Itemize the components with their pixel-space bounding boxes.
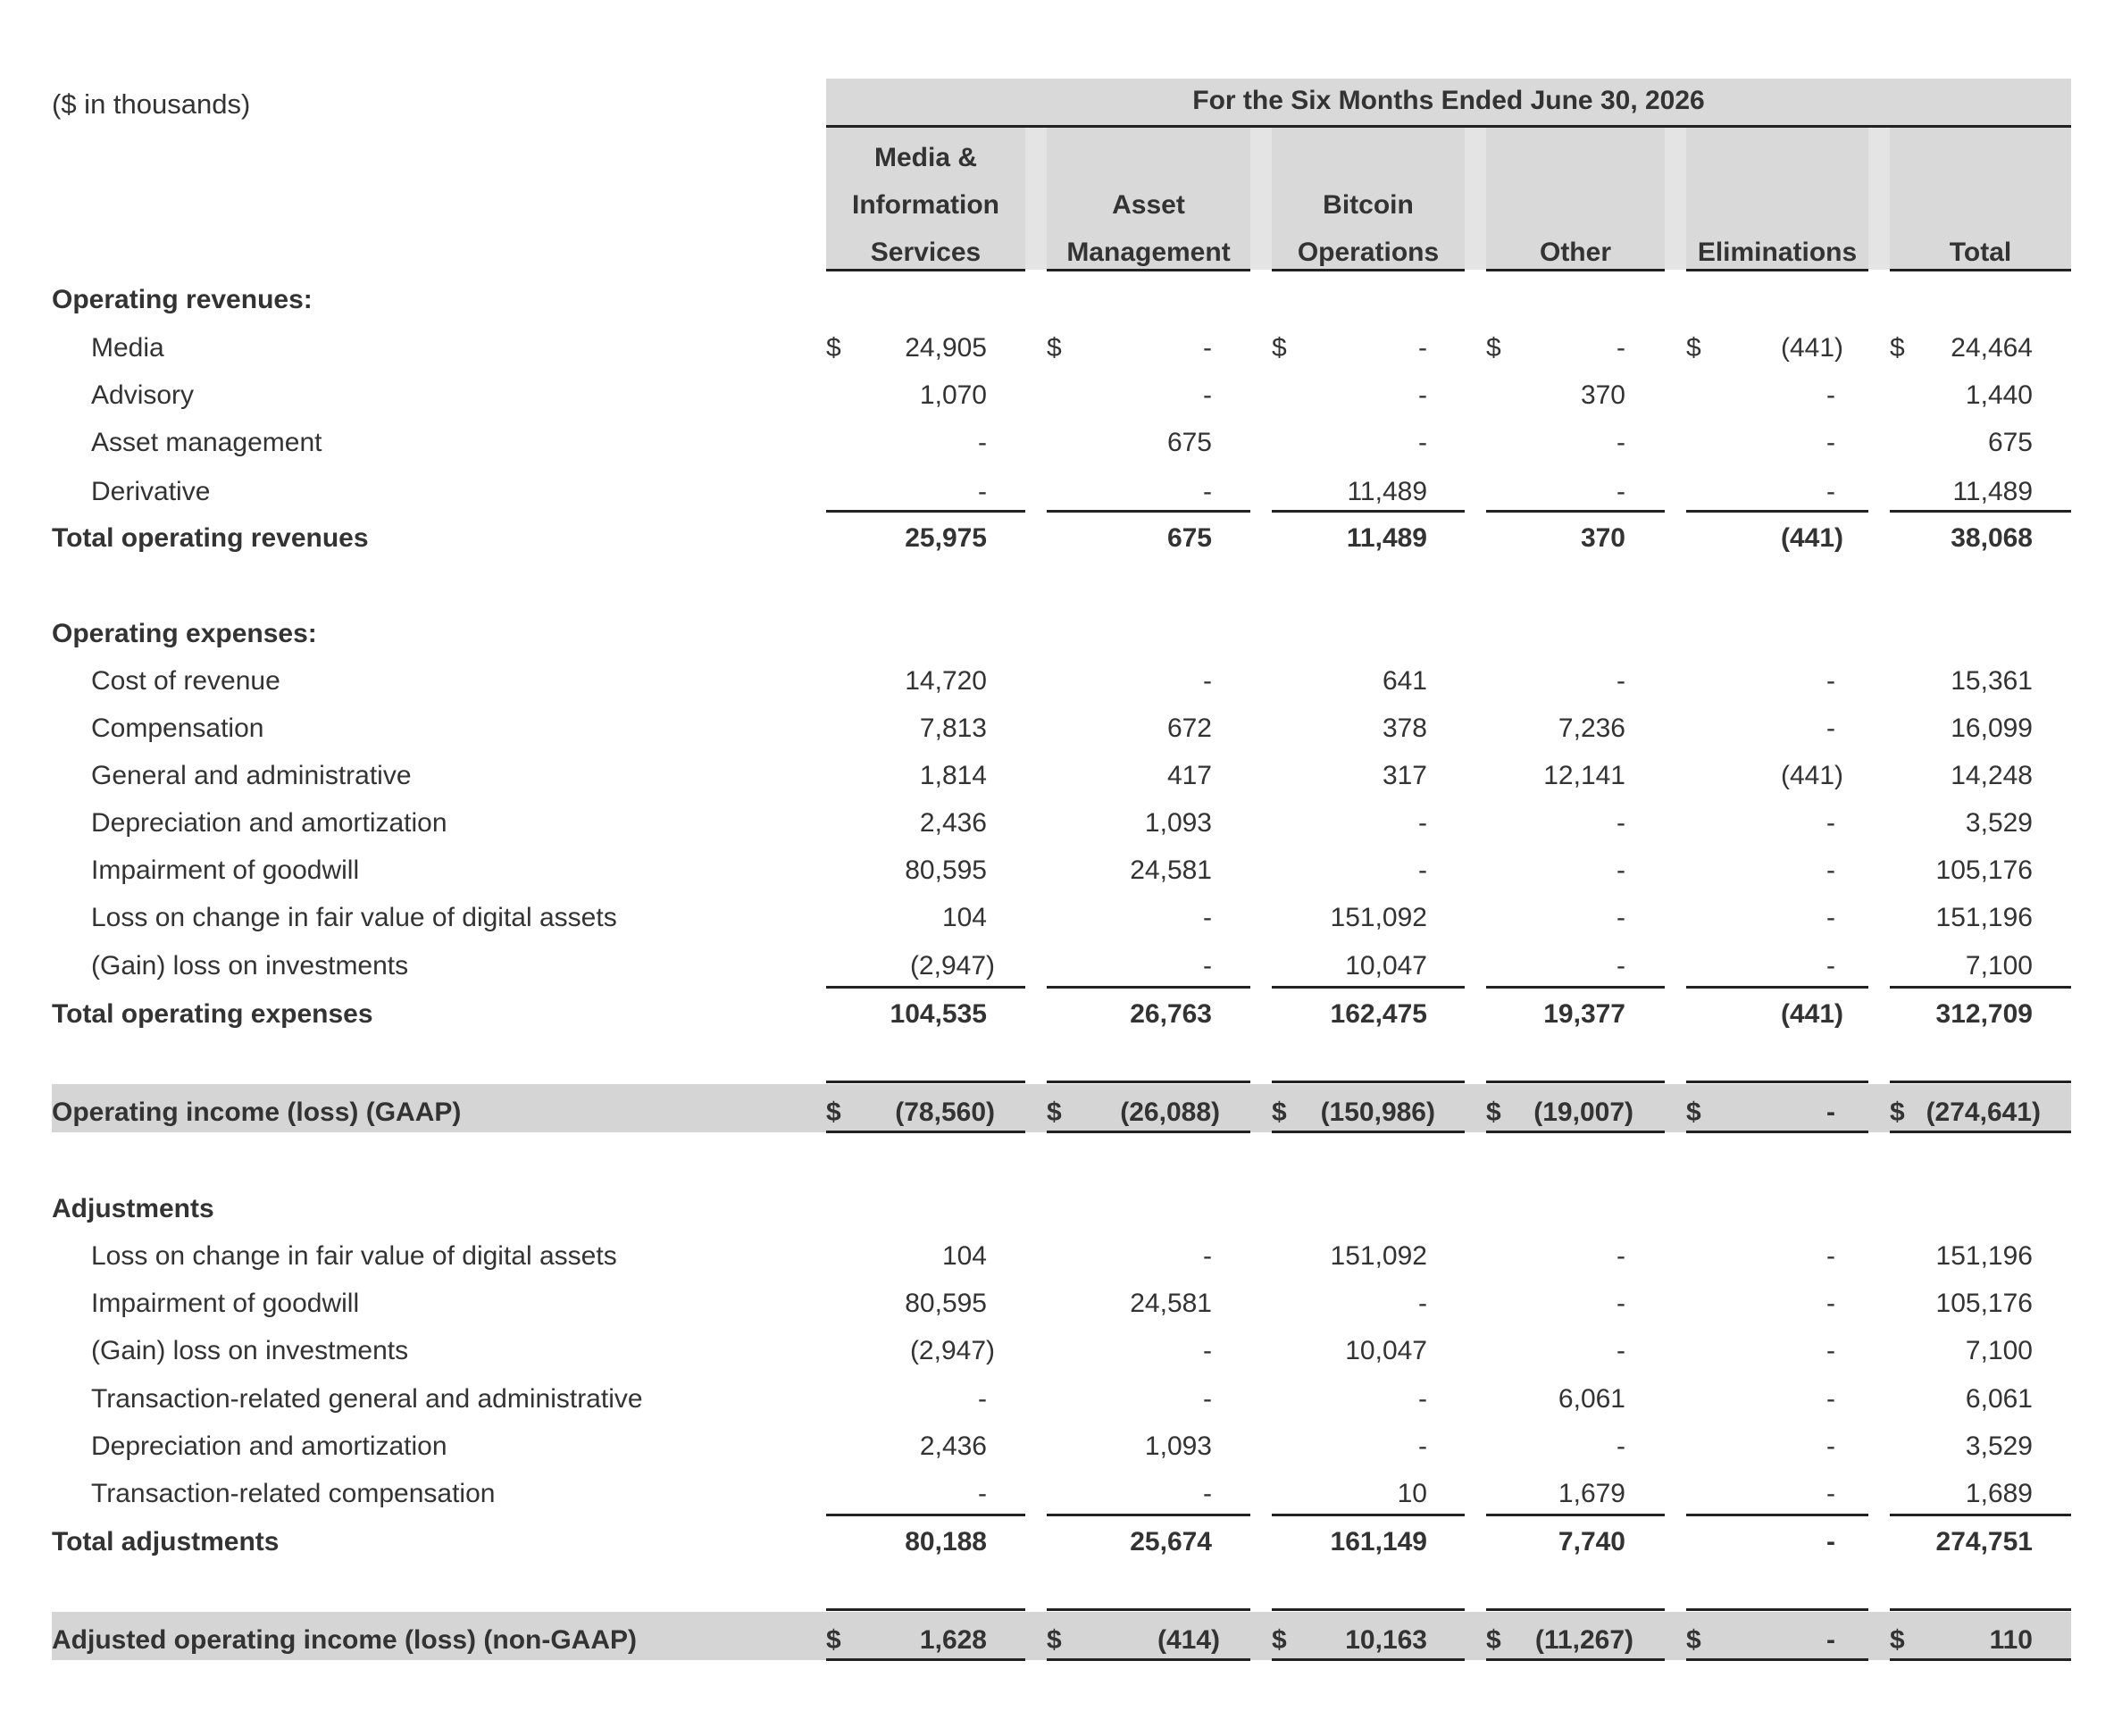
row-label: Adjusted operating income (loss) (non-GAAP) [52, 1625, 638, 1655]
currency-symbol: $ [1486, 1098, 1501, 1127]
value-cell: 26,763 [1130, 999, 1212, 1029]
currency-symbol: $ [1686, 333, 1701, 363]
value-cell: 10,047 [1345, 1336, 1427, 1365]
highlight-top-rule [1686, 1608, 1868, 1611]
column-header-rule [826, 269, 1025, 271]
subtotal-rule [1890, 510, 2071, 513]
value-cell: (274,641) [1926, 1098, 2041, 1127]
row-label: Total operating revenues [52, 523, 369, 553]
row-label: Transaction-related general and administrative [91, 1384, 643, 1414]
value-cell: 1,689 [1965, 1479, 2033, 1508]
value-cell: - [1617, 333, 1625, 363]
value-cell: 1,070 [919, 380, 987, 410]
value-cell: - [1203, 903, 1212, 932]
row-label: Derivative [91, 477, 211, 506]
highlight-top-rule [1486, 1081, 1665, 1083]
value-cell: - [1418, 855, 1427, 885]
value-cell: - [1203, 333, 1212, 363]
column-header-line [1486, 134, 1665, 181]
value-cell: 24,581 [1130, 1289, 1212, 1318]
header-column-gap [1665, 128, 1686, 270]
value-cell: 11,489 [1346, 523, 1427, 553]
value-cell: 1,093 [1144, 1431, 1212, 1461]
value-cell: 14,248 [1951, 761, 2033, 790]
value-cell: 19,377 [1543, 999, 1625, 1029]
value-cell: 10,163 [1345, 1625, 1427, 1655]
table-row [0, 705, 2122, 752]
value-cell: - [1826, 428, 1835, 457]
value-cell: - [1617, 951, 1625, 981]
value-cell: 80,188 [905, 1527, 987, 1557]
highlight-top-rule [1047, 1081, 1250, 1083]
table-row [0, 371, 2122, 419]
subtotal-rule [1272, 1514, 1465, 1516]
table-row [0, 468, 2122, 515]
value-cell: 80,595 [905, 1289, 987, 1318]
row-label: Loss on change in fair value of digital assets [91, 903, 617, 932]
value-cell: 7,100 [1965, 1336, 2033, 1365]
value-cell: - [1617, 1289, 1625, 1318]
value-cell: - [1617, 1336, 1625, 1365]
column-header [1272, 134, 1465, 276]
value-cell: - [1203, 380, 1212, 410]
value-cell: - [1418, 380, 1427, 410]
subtotal-rule [1686, 510, 1868, 513]
currency-symbol: $ [1047, 333, 1062, 363]
value-cell: - [1826, 477, 1835, 506]
subtotal-rule [1486, 510, 1665, 513]
currency-symbol: $ [826, 1625, 841, 1655]
value-cell: (150,986) [1320, 1098, 1435, 1127]
column-header-line: Operations [1297, 238, 1440, 267]
value-cell: 24,464 [1951, 333, 2033, 363]
table-row [0, 1470, 2122, 1517]
column-header [826, 134, 1025, 276]
value-cell: 6,061 [1965, 1384, 2033, 1414]
highlight-top-rule [1890, 1081, 2071, 1083]
value-cell: - [978, 428, 987, 457]
subtotal-rule [1272, 510, 1465, 513]
row-label: Cost of revenue [91, 666, 280, 696]
table-row [0, 1375, 2122, 1423]
value-cell: - [978, 1479, 987, 1508]
value-cell: - [1418, 333, 1427, 363]
currency-symbol: $ [1272, 1098, 1287, 1127]
value-cell: 317 [1382, 761, 1427, 790]
value-cell: 104 [941, 1241, 987, 1271]
value-cell: 104,535 [890, 999, 987, 1029]
column-header-rule [1272, 269, 1465, 271]
subtotal-rule [1686, 1514, 1868, 1516]
currency-symbol: $ [1272, 333, 1287, 363]
value-cell: - [1617, 855, 1625, 885]
table-row [0, 657, 2122, 705]
value-cell: - [1826, 666, 1835, 696]
value-cell: - [1203, 1241, 1212, 1271]
value-cell: 6,061 [1558, 1384, 1625, 1414]
value-cell: - [1826, 1384, 1835, 1414]
column-header-line [1686, 181, 1868, 229]
column-header-line: Bitcoin [1323, 190, 1414, 220]
table-row [0, 1518, 2122, 1565]
currency-symbol: $ [1890, 1098, 1905, 1127]
column-header-rule [1486, 269, 1665, 271]
table-row [0, 324, 2122, 371]
subtotal-rule [826, 510, 1025, 513]
value-cell: - [1617, 903, 1625, 932]
row-label: Depreciation and amortization [91, 808, 447, 838]
value-cell: - [1203, 1336, 1212, 1365]
table-row [0, 1423, 2122, 1470]
value-cell: (2,947) [909, 951, 995, 981]
subtotal-rule [1890, 1514, 2071, 1516]
table-row [0, 1327, 2122, 1374]
value-cell: - [1617, 808, 1625, 838]
currency-symbol: $ [1686, 1625, 1701, 1655]
value-cell: 11,489 [1952, 477, 2033, 506]
highlight-top-rule [826, 1081, 1025, 1083]
column-header-line: Eliminations [1697, 238, 1858, 267]
value-cell: - [1418, 808, 1427, 838]
value-cell: 10 [1397, 1479, 1427, 1508]
value-cell: (441) [1780, 333, 1843, 363]
column-header-line: Media & [873, 143, 978, 172]
column-header-line: Services [870, 238, 982, 267]
row-label: Transaction-related compensation [91, 1479, 496, 1508]
subtotal-rule [1047, 510, 1250, 513]
value-cell: - [1203, 1384, 1212, 1414]
row-label: Media [91, 333, 164, 363]
value-cell: 110 [1989, 1625, 2033, 1655]
value-cell: (19,007) [1533, 1098, 1633, 1127]
value-cell: - [1826, 714, 1835, 743]
value-cell: - [1826, 1479, 1835, 1508]
column-header [1686, 134, 1868, 276]
currency-symbol: $ [1272, 1625, 1287, 1655]
value-cell: - [1826, 1336, 1835, 1365]
value-cell: (11,267) [1534, 1625, 1633, 1655]
row-label: Depreciation and amortization [91, 1431, 447, 1461]
row-label: Operating income (loss) (GAAP) [52, 1098, 462, 1127]
value-cell: 3,529 [1965, 1431, 2033, 1461]
value-cell: 7,740 [1558, 1527, 1625, 1557]
row-label: Operating revenues: [52, 285, 313, 314]
value-cell: 672 [1166, 714, 1212, 743]
value-cell: 7,813 [919, 714, 987, 743]
value-cell: 675 [1166, 428, 1212, 457]
currency-symbol: $ [1486, 333, 1501, 363]
table-row [0, 1185, 2122, 1232]
header-column-gap [1250, 128, 1272, 270]
value-cell: 11,489 [1347, 477, 1427, 506]
row-label: Adjustments [52, 1194, 214, 1223]
table-row [0, 610, 2122, 657]
value-cell: 25,674 [1130, 1527, 1212, 1557]
column-header-line: Asset [1112, 190, 1185, 220]
table-row [0, 1089, 2122, 1136]
value-cell: - [1826, 808, 1835, 838]
value-cell: 16,099 [1951, 714, 2033, 743]
column-header-line [1890, 134, 2071, 181]
value-cell: - [1826, 951, 1835, 981]
value-cell: - [1826, 1241, 1835, 1271]
value-cell: 10,047 [1345, 951, 1427, 981]
value-cell: - [1617, 666, 1625, 696]
currency-symbol: $ [1047, 1098, 1062, 1127]
highlight-top-rule [1890, 1608, 2071, 1611]
value-cell: 2,436 [919, 1431, 987, 1461]
value-cell: (441) [1780, 523, 1843, 553]
value-cell: - [1826, 1527, 1835, 1557]
value-cell: - [1418, 428, 1427, 457]
value-cell: 162,475 [1330, 999, 1427, 1029]
value-cell: 38,068 [1951, 523, 2033, 553]
value-cell: - [1826, 903, 1835, 932]
column-header-line [1047, 134, 1250, 181]
value-cell: 24,905 [905, 333, 987, 363]
value-cell: - [1826, 380, 1835, 410]
row-label: General and administrative [91, 761, 412, 790]
value-cell: - [1203, 666, 1212, 696]
column-header-line [1890, 181, 2071, 229]
column-header-line: Management [1066, 238, 1231, 267]
column-header [1486, 134, 1665, 276]
value-cell: 274,751 [1935, 1527, 2033, 1557]
column-header [1890, 134, 2071, 276]
row-label: Impairment of goodwill [91, 855, 360, 885]
value-cell: - [1617, 428, 1625, 457]
value-cell: 417 [1166, 761, 1212, 790]
period-title: For the Six Months Ended June 30, 2026 [1192, 86, 1705, 115]
column-header-line: Total [1949, 238, 2012, 267]
table-row [0, 1280, 2122, 1327]
value-cell: 370 [1580, 380, 1625, 410]
value-cell: - [1826, 1289, 1835, 1318]
currency-symbol: $ [1486, 1625, 1501, 1655]
value-cell: - [1617, 477, 1625, 506]
value-cell: - [1203, 477, 1212, 506]
value-cell: - [1826, 1625, 1835, 1655]
currency-symbol: $ [1047, 1625, 1062, 1655]
highlight-top-rule [1047, 1608, 1250, 1611]
value-cell: 641 [1382, 666, 1427, 696]
row-label: Advisory [91, 380, 195, 410]
column-header-line [1272, 134, 1465, 181]
currency-symbol: $ [1890, 1625, 1905, 1655]
value-cell: 14,720 [905, 666, 987, 696]
highlight-top-rule [1272, 1608, 1465, 1611]
value-cell: (441) [1780, 999, 1843, 1029]
value-cell: 1,440 [1965, 380, 2033, 410]
table-row [0, 419, 2122, 466]
column-header-line [1686, 134, 1868, 181]
row-label: Operating expenses: [52, 619, 317, 648]
table-row [0, 799, 2122, 847]
value-cell: - [1203, 1479, 1212, 1508]
subtotal-rule [1890, 986, 2071, 989]
value-cell: (78,560) [895, 1098, 995, 1127]
value-cell: (26,088) [1120, 1098, 1220, 1127]
value-cell: 312,709 [1935, 999, 2033, 1029]
highlight-top-rule [1272, 1081, 1465, 1083]
row-label: Loss on change in fair value of digital assets [91, 1241, 617, 1271]
row-label: Compensation [91, 714, 264, 743]
table-row [0, 990, 2122, 1038]
units-label: ($ in thousands) [52, 88, 251, 120]
subtotal-rule [1047, 986, 1250, 989]
value-cell: 7,100 [1965, 951, 2033, 981]
column-header [1047, 134, 1250, 276]
value-cell: 12,141 [1543, 761, 1625, 790]
table-row [0, 752, 2122, 799]
value-cell: 151,196 [1935, 1241, 2033, 1271]
table-row [0, 514, 2122, 562]
highlight-top-rule [1486, 1608, 1665, 1611]
table-row [0, 1232, 2122, 1280]
column-header-rule [1686, 269, 1868, 271]
value-cell: - [978, 477, 987, 506]
value-cell: - [1418, 1384, 1427, 1414]
subtotal-rule [1272, 986, 1465, 989]
table-row [0, 1616, 2122, 1664]
value-cell: 378 [1382, 714, 1427, 743]
table-row [0, 894, 2122, 941]
subtotal-rule [1686, 986, 1868, 989]
value-cell: 675 [1987, 428, 2033, 457]
value-cell: 2,436 [919, 808, 987, 838]
row-label: Total adjustments [52, 1527, 280, 1557]
row-label: Impairment of goodwill [91, 1289, 360, 1318]
value-cell: 1,814 [919, 761, 987, 790]
value-cell: - [1826, 855, 1835, 885]
column-header-rule [1890, 269, 2071, 271]
subtotal-rule [1047, 1514, 1250, 1516]
value-cell: 24,581 [1130, 855, 1212, 885]
row-label: Asset management [91, 428, 322, 457]
value-cell: 675 [1166, 523, 1212, 553]
header-column-gap [1025, 128, 1047, 270]
column-header-line [1486, 181, 1665, 229]
value-cell: 370 [1580, 523, 1625, 553]
value-cell: 7,236 [1558, 714, 1625, 743]
column-header-rule [1047, 269, 1250, 271]
subtotal-rule [1486, 986, 1665, 989]
highlight-top-rule [826, 1608, 1025, 1611]
value-cell: 105,176 [1935, 855, 2033, 885]
value-cell: 15,361 [1951, 666, 2033, 696]
table-row [0, 276, 2122, 323]
value-cell: 151,196 [1935, 903, 2033, 932]
value-cell: 80,595 [905, 855, 987, 885]
value-cell: 105,176 [1935, 1289, 2033, 1318]
subtotal-rule [1486, 1514, 1665, 1516]
value-cell: 25,975 [905, 523, 987, 553]
currency-symbol: $ [826, 1098, 841, 1127]
value-cell: 1,679 [1558, 1479, 1625, 1508]
currency-symbol: $ [1686, 1098, 1701, 1127]
value-cell: - [1418, 1289, 1427, 1318]
value-cell: - [1617, 1241, 1625, 1271]
value-cell: - [1826, 1098, 1835, 1127]
value-cell: (2,947) [909, 1336, 995, 1365]
row-label: (Gain) loss on investments [91, 1336, 409, 1365]
header-column-gap [1868, 128, 1890, 270]
subtotal-rule [826, 986, 1025, 989]
value-cell: - [1203, 951, 1212, 981]
value-cell: - [1617, 1431, 1625, 1461]
value-cell: - [1826, 1431, 1835, 1461]
value-cell: 3,529 [1965, 808, 2033, 838]
value-cell: (414) [1157, 1625, 1220, 1655]
currency-symbol: $ [1890, 333, 1905, 363]
subtotal-rule [826, 1514, 1025, 1516]
table-row [0, 942, 2122, 989]
value-cell: 1,628 [919, 1625, 987, 1655]
column-header-line: Other [1539, 238, 1611, 267]
value-cell: 1,093 [1144, 808, 1212, 838]
value-cell: 151,092 [1330, 903, 1427, 932]
row-label: (Gain) loss on investments [91, 951, 409, 981]
value-cell: - [978, 1384, 987, 1414]
value-cell: 151,092 [1330, 1241, 1427, 1271]
value-cell: 161,149 [1330, 1527, 1427, 1557]
row-label: Total operating expenses [52, 999, 373, 1029]
highlight-top-rule [1686, 1081, 1868, 1083]
header-column-gap [1465, 128, 1486, 270]
value-cell: 104 [941, 903, 987, 932]
table-row [0, 847, 2122, 894]
currency-symbol: $ [826, 333, 841, 363]
value-cell: - [1418, 1431, 1427, 1461]
value-cell: (441) [1780, 761, 1843, 790]
column-header-line: Information [852, 190, 999, 220]
